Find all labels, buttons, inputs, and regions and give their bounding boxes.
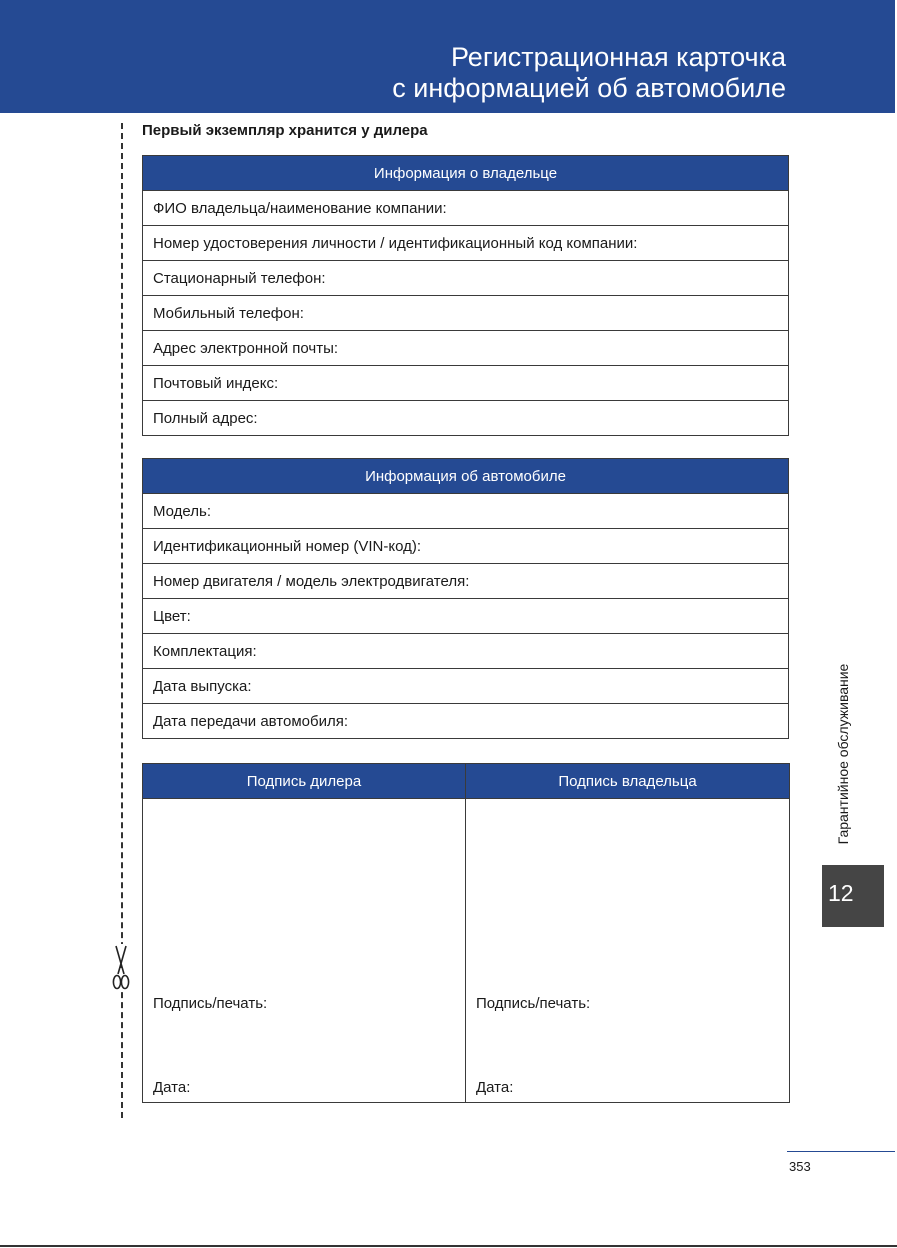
dealer-signature-label: Подпись/печать: [153,995,268,1012]
chapter-number-tab [822,865,884,927]
lead-text: Первый экземпляр хранится у дилера [142,122,428,139]
vehicle-field-color[interactable]: Цвет: [143,599,789,634]
vehicle-field-vin[interactable]: Идентификационный номер (VIN-код): [143,529,789,564]
signature-table [142,763,790,1103]
vehicle-field-model[interactable]: Модель: [143,494,789,529]
page-title-line-2: с информацией об автомобиле [392,73,786,103]
page-number: 353 [789,1159,811,1174]
owner-field-postcode[interactable]: Почтовый индекс: [143,366,789,401]
vehicle-info-heading: Информация об автомобиле [143,459,789,494]
page-number-rule [787,1151,895,1152]
vehicle-field-trim[interactable]: Комплектация: [143,634,789,669]
chapter-number: 12 [828,880,854,906]
owner-field-id-code[interactable]: Номер удостоверения личности / идентификационный код компании: [143,226,789,261]
vehicle-field-engine[interactable]: Номер двигателя / модель электродвигателя: [143,564,789,599]
dealer-signature-heading: Подпись дилера [143,764,466,799]
owner-field-landline[interactable]: Стационарный телефон: [143,261,789,296]
owner-signature-heading: Подпись владельца [466,764,790,799]
chapter-side-title: Гарантийное обслуживание [835,663,851,845]
owner-info-heading: Информация о владельце [143,156,789,191]
page-title-line-1: Регистрационная карточка [450,42,786,72]
vehicle-info-table [142,458,789,739]
owner-date-label: Дата: [476,1079,514,1096]
vehicle-field-delivery-date[interactable]: Дата передачи автомобиля: [143,704,789,739]
owner-signature-label: Подпись/печать: [476,995,591,1012]
scissors-icon [111,944,131,992]
owner-field-name[interactable]: ФИО владельца/наименование компании: [143,191,789,226]
vehicle-field-production-date[interactable]: Дата выпуска: [143,669,789,704]
owner-signature-box[interactable] [466,799,790,1103]
page-header [0,0,895,113]
dealer-signature-box[interactable] [143,799,466,1103]
dealer-date-label: Дата: [153,1079,191,1096]
owner-info-table [142,155,789,436]
owner-field-mobile[interactable]: Мобильный телефон: [143,296,789,331]
bottom-rule [0,1245,897,1247]
owner-field-email[interactable]: Адрес электронной почты: [143,331,789,366]
owner-field-address[interactable]: Полный адрес: [143,401,789,436]
